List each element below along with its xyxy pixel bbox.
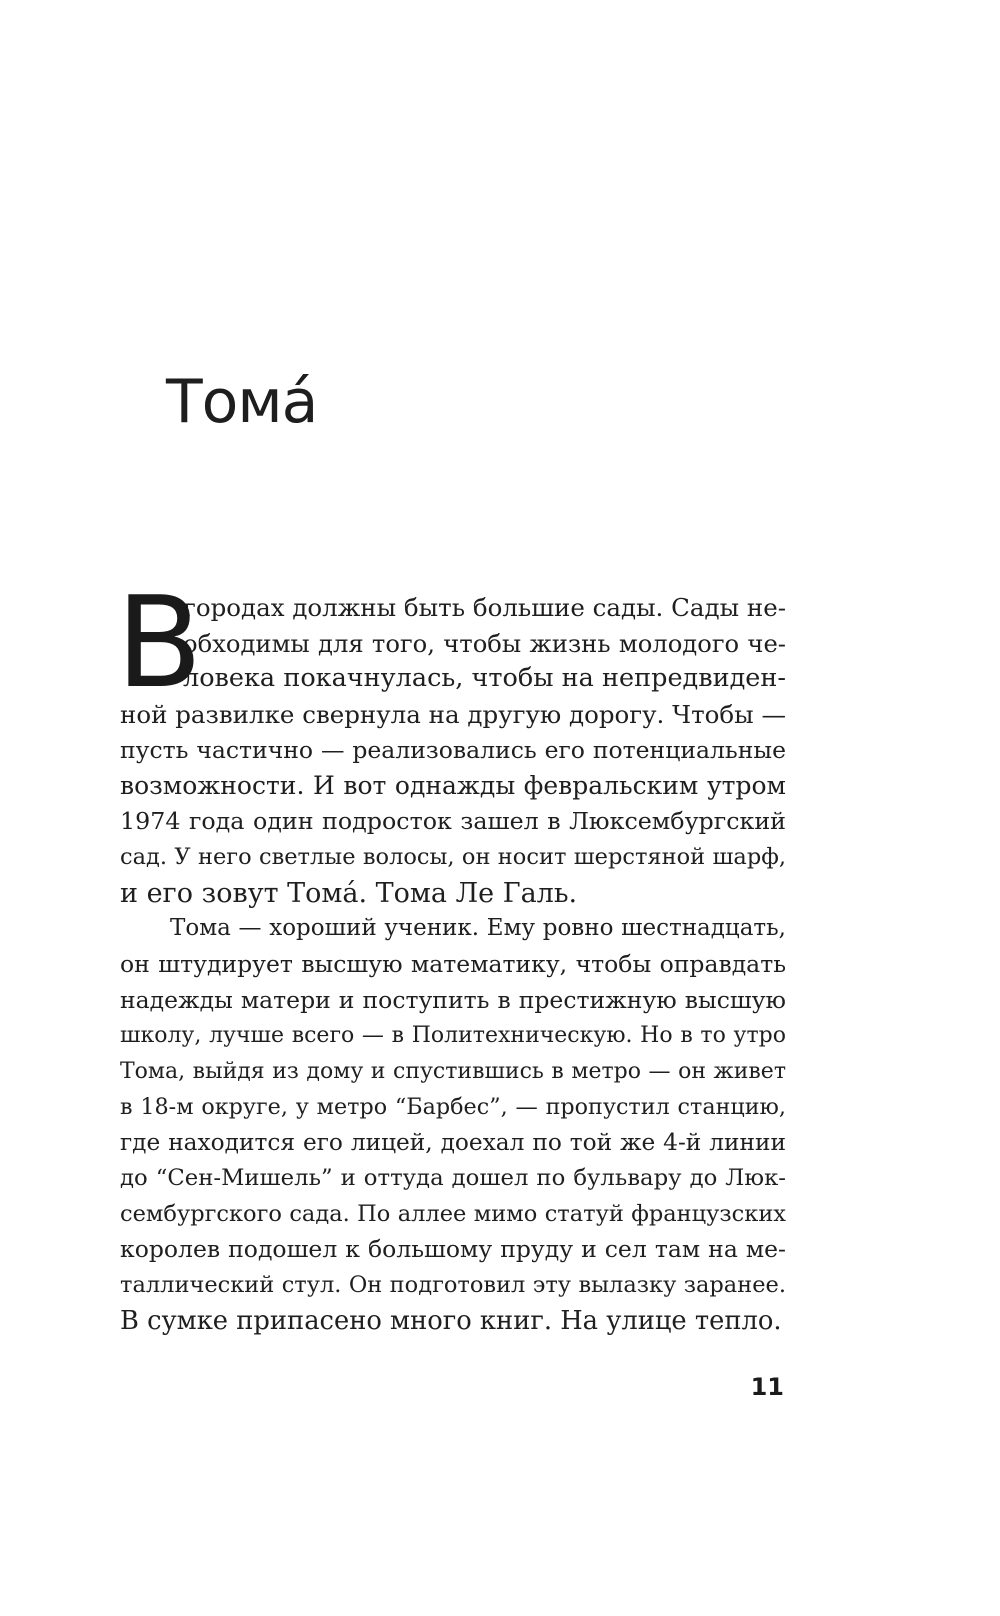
text-line: Тома — хороший ученик. Ему ровно шестнадцать, bbox=[170, 915, 786, 942]
page-number: 11 bbox=[750, 1373, 784, 1401]
text-line: таллический стул. Он подготовил эту вылазку заранее. bbox=[120, 1272, 786, 1299]
text-line: Тома, выйдя из дому и спустившись в метро — он живет bbox=[120, 1058, 786, 1084]
text-line: ной развилке свернула на другую дорогу. Чтобы — bbox=[120, 700, 786, 730]
text-line: где находится его лицей, доехал по той же 4-й линии bbox=[120, 1129, 786, 1157]
text-line: королев подошел к большому пруду и сел там на ме- bbox=[120, 1235, 786, 1264]
text-line: В сумке припасено много книг. На улице тепло. bbox=[120, 1305, 782, 1336]
text-line: и его зовут Тома́. Тома Ле Галь. bbox=[120, 877, 578, 909]
text-line: возможности. И вот однажды февральским утром bbox=[120, 771, 786, 801]
text-line: городах должны быть большие сады. Сады не- bbox=[183, 593, 786, 622]
text-line: пусть частично — реализовались его потенциальные bbox=[120, 735, 786, 764]
body-text bbox=[116, 569, 786, 1339]
drop-cap: В bbox=[116, 569, 203, 716]
text-line: надежды матери и поступить в престижную высшую bbox=[120, 985, 786, 1014]
text-line: сембургского сада. По аллее мимо статуй французских bbox=[120, 1200, 786, 1227]
text-line: 1974 года один подросток зашел в Люксембургский bbox=[120, 807, 786, 836]
text-line: сад. У него светлые волосы, он носит шерстяной шарф, bbox=[120, 843, 786, 870]
text-line: до “Сен-Мишель” и оттуда дошел по бульвару до Люк- bbox=[120, 1165, 786, 1191]
paragraph-2 bbox=[120, 911, 786, 1339]
text-line: школу, лучше всего — в Политехническую. Но в то утро bbox=[120, 1023, 786, 1049]
chapter-title: Тома́ bbox=[166, 367, 318, 437]
text-line: в 18-м округе, у метро “Барбес”, — пропустил станцию, bbox=[120, 1093, 786, 1120]
text-line: он штудирует высшую математику, чтобы оправдать bbox=[120, 949, 786, 978]
text-line: обходимы для того, чтобы жизнь молодого че- bbox=[183, 628, 786, 658]
text-line: ловека покачнулась, чтобы на непредвиден- bbox=[183, 663, 786, 694]
paragraph-1 bbox=[116, 569, 786, 911]
